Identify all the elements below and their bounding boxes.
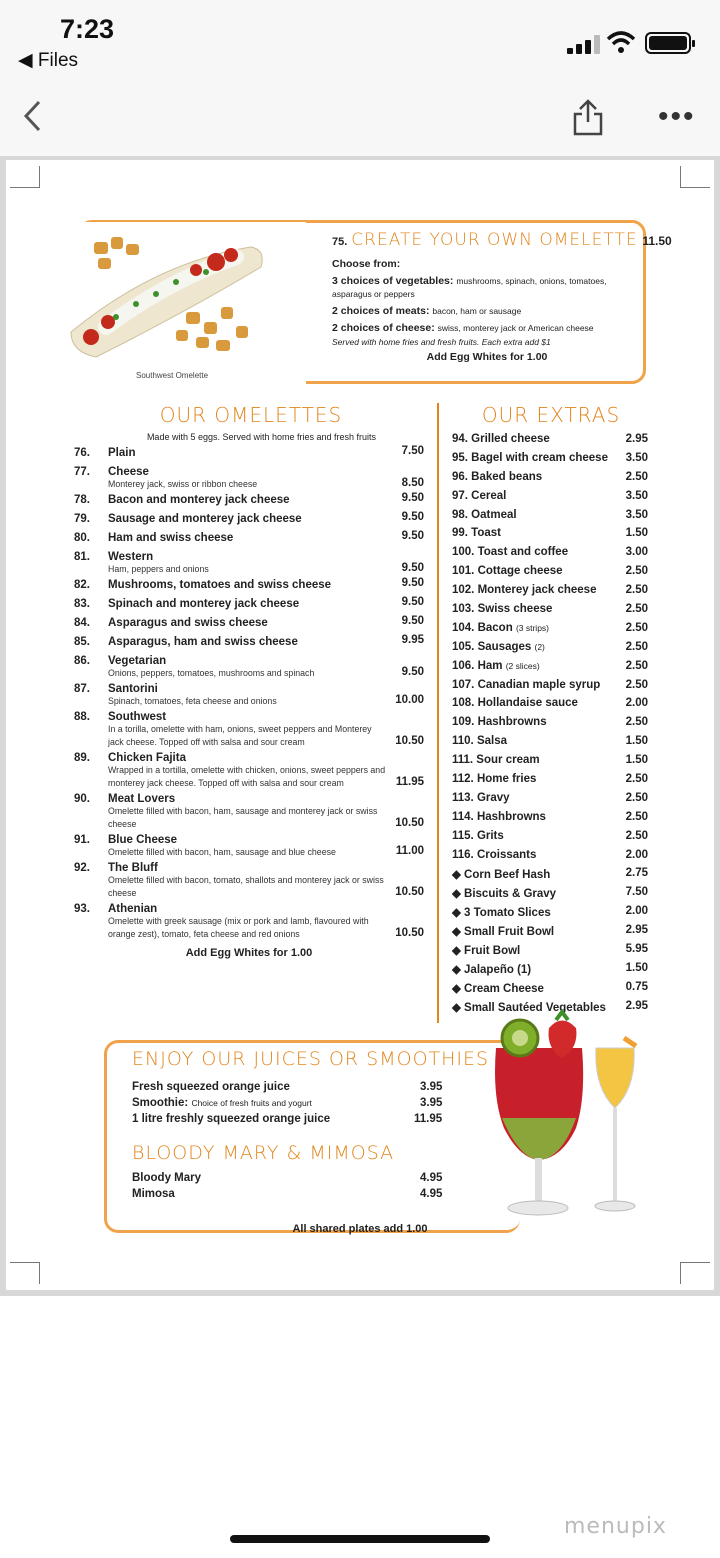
extra-label [452,697,578,716]
item-price: 10.00 [395,694,424,706]
item-body [108,447,424,459]
omelette-item [74,655,424,680]
extra-label [452,490,506,509]
extra-label [452,811,546,830]
back-to-files-link[interactable] [18,49,78,72]
extra-price: 2.50 [625,810,648,823]
extra-label [452,962,531,981]
extra-price: 5.95 [625,943,648,956]
extra-price: 2.50 [625,659,648,672]
extra-name: 110. Salsa [452,735,507,748]
item-name: Asparagus, ham and swiss cheese [108,636,298,648]
home-indicator[interactable] [230,1535,490,1543]
battery-icon [645,32,691,54]
extra-name: ◆ Biscuits & Gravy [452,888,557,901]
item-name: Sausage and monterey jack cheese [108,513,302,525]
omelette-item [74,579,424,591]
status-time: 7:23 [60,14,115,44]
extra-label [452,641,545,660]
crop-mark [10,1262,40,1284]
extra-name: 113. Gravy [452,791,510,804]
item-name: Athenian [108,903,158,915]
item-body [108,903,424,941]
omelette-item [74,617,424,629]
extra-item [452,981,648,1000]
extra-name: 99. Toast [452,527,501,540]
drinks-photo [484,1008,654,1226]
omelette-item [74,636,424,648]
extra-label [452,433,550,452]
crop-mark [680,166,710,188]
egg-whites-note: Add Egg Whites for 1.00 [426,351,548,363]
extra-name: ◆ Corn Beef Hash [452,869,551,882]
extra-name: 102. Monterey jack cheese [452,584,597,597]
extra-name: 109. Hashbrowns [452,716,547,729]
item-body [108,617,424,629]
juices-title: ENJOY OUR JUICES OR SMOOTHIES [132,1048,490,1070]
item-desc: Omelette filled with bacon, ham, sausage and blue cheese [108,847,336,857]
item-number: 84. [74,617,90,629]
extra-name: 94. Grilled cheese [452,433,550,445]
item-price: 9.50 [401,666,424,678]
extra-name: 115. Grits [452,829,504,842]
extra-name: 97. Cereal [452,489,507,502]
extra-items [452,433,648,1019]
item-number: 79. [74,513,90,525]
veg-choice [332,275,642,301]
extra-price: 3.00 [625,546,648,559]
item-number: 86. [74,655,90,667]
item-name: Mushrooms, tomatoes and swiss cheese [108,579,332,591]
extra-item [452,509,648,528]
choose-from: Choose from: [332,258,401,270]
bloody-mary-label: Bloody Mary [132,1172,202,1184]
item-desc: Spinach, tomatoes, feta cheese and onions [108,696,277,706]
extra-price: 3.50 [625,508,648,521]
item-number: 76. [74,447,90,459]
extra-name: 108. Hollandaise sauce [452,697,578,710]
item-body [108,711,424,749]
item-body [108,513,424,525]
extra-price: 1.50 [625,527,648,540]
extra-price: 2.00 [625,848,648,861]
extra-price: 2.50 [625,716,648,729]
extra-name: 116. Croissants [452,848,537,861]
item-desc: Wrapped in a tortilla, omelette with chicken, onions, sweet peppers and monterey jack cheese. Topped off with salsa and sour cream [108,765,386,788]
extra-item [452,849,648,868]
item-price: 9.50 [401,596,424,608]
item-price: 9.50 [401,511,424,523]
item-number: 82. [74,579,90,591]
omelette-item [74,513,424,525]
item-number: 90. [74,793,90,805]
item-name: Ham and swiss cheese [108,532,234,544]
extra-name: 104. Bacon [452,621,513,634]
oj-label: Fresh squeezed orange juice [132,1081,290,1093]
item-name: Western [108,551,154,563]
extra-label [452,584,596,603]
bloody-mimosa-title: BLOODY MARY & MIMOSA [132,1142,395,1164]
extra-item [452,660,648,679]
menupix-watermark: menupix [564,1514,667,1539]
extra-name: 96. Baked beans [452,470,543,483]
shared-plates-note: All shared plates add 1.00 [292,1223,428,1235]
extra-item [452,735,648,754]
omelette-item [74,598,424,610]
extra-label [452,471,542,490]
extra-label [452,981,544,1000]
extra-label [452,943,520,962]
extra-label [452,509,517,528]
omelette-item [74,466,424,491]
extra-price: 1.50 [625,961,648,974]
item-name: Vegetarian [108,655,167,667]
omelette-item [74,683,424,708]
extra-item [452,962,648,981]
extra-price: 2.75 [625,867,648,880]
omelette-photo [36,222,306,387]
item-name: Southwest [108,711,167,723]
create-title: CREATE YOUR OWN OMELETTE [351,230,638,250]
add-egg-whites: Add Egg Whites for 1.00 [185,947,313,959]
extra-name: 112. Home fries [452,773,537,786]
item-name: Chicken Fajita [108,752,186,764]
item-number: 78. [74,494,90,506]
item-number: 89. [74,752,90,764]
item-price: 9.50 [401,530,424,542]
item-desc: Onions, peppers, tomatoes, mushrooms and spinach [108,668,315,678]
extra-label [452,886,556,905]
item-name: Bacon and monterey jack cheese [108,494,290,506]
extra-price: 1.50 [625,754,648,767]
extra-price: 2.50 [625,791,648,804]
document-viewer[interactable] [0,156,720,1296]
extra-item [452,811,648,830]
item-body [108,752,424,790]
item-price: 10.50 [395,735,424,747]
extra-name: ◆ Cream Cheese [452,982,544,995]
item-number: 83. [74,598,90,610]
item-price: 11.95 [395,776,424,788]
extra-price: 1.50 [625,735,648,748]
bloody-mary-price: 4.95 [420,1172,443,1184]
extra-label [452,622,549,641]
oj-price: 3.95 [420,1081,443,1093]
extra-name: 100. Toast and coffee [452,546,569,559]
smoothie-line [132,1097,312,1109]
share-icon[interactable] [570,98,606,138]
extra-note: (3 strips) [515,622,549,633]
extra-label [452,849,536,868]
extra-price: 2.95 [625,924,648,937]
extra-price: 2.95 [625,999,648,1012]
item-desc: In a torilla, omelette with ham, onions, sweet peppers and Monterey jack cheese. Topped off with salsa and sour cream [108,724,372,747]
item-name: Meat Lovers [108,793,176,805]
extra-name: 106. Ham [452,659,503,672]
extra-item [452,773,648,792]
extra-note: (2) [534,641,545,652]
item-name: Plain [108,447,136,459]
back-triangle-icon: ◀ [18,50,38,71]
omelette-item [74,862,424,900]
item-price: 9.50 [401,562,424,574]
omelettes-title: OUR OMELETTES [159,403,343,427]
extra-item [452,603,648,622]
extra-label [452,565,563,584]
extra-label [452,792,510,811]
extra-name: ◆ Small Sautéed Vegetables [452,1001,606,1014]
extra-item [452,490,648,509]
extra-label [452,679,600,698]
extra-note: (2 slices) [505,660,540,671]
item-body [108,551,424,576]
extra-label [452,754,540,773]
smoothie-desc: Choice of fresh fruits and yogurt [191,1098,312,1108]
back-app-label: Files [37,50,79,71]
meat-choice [332,305,642,318]
extra-label [452,546,568,565]
create-title-row [332,230,672,250]
item-price: 8.50 [401,477,424,489]
extra-item [452,943,648,962]
extra-item [452,754,648,773]
item-body [108,793,424,831]
meat-label: 2 choices of meats: [332,305,430,317]
item-desc: Omelette filled with bacon, ham, sausage and monterey jack or swiss cheese [108,806,378,829]
extras-title: OUR EXTRAS [481,403,621,427]
extra-label [452,735,507,754]
item-price: 10.50 [395,927,424,939]
item-number: 81. [74,551,90,563]
extra-item [452,716,648,735]
chevron-left-icon[interactable] [22,98,42,143]
extra-name: ◆ Small Fruit Bowl [452,926,555,939]
omelette-item [74,532,424,544]
extra-item [452,924,648,943]
extra-name: 95. Bagel with cream cheese [452,451,608,464]
toolbar [0,80,720,156]
item-name: Cheese [108,466,149,478]
item-name: Spinach and monterey jack cheese [108,598,300,610]
omelette-item [74,793,424,831]
column-divider [437,403,439,1023]
extra-name: 103. Swiss cheese [452,603,553,616]
extra-name: ◆ Jalapeño (1) [452,963,532,976]
item-body [108,636,424,648]
item-number: 85. [74,636,90,648]
extra-price: 2.50 [625,584,648,597]
extra-name: 101. Cottage cheese [452,565,563,578]
item-number: 91. [74,834,90,846]
crop-mark [680,1262,710,1284]
cheese-label: 2 choices of cheese: [332,322,435,334]
extra-price: 2.50 [625,603,648,616]
item-name: Asparagus and swiss cheese [108,617,268,629]
extra-price: 2.00 [625,697,648,710]
litre-label: 1 litre freshly squeezed orange juice [132,1113,331,1125]
item-desc: Ham, peppers and onions [108,564,209,574]
extra-name: 98. Oatmeal [452,508,517,521]
omelette-item [74,834,424,859]
extra-label [452,603,552,622]
made-with-note: Made with 5 eggs. Served with home fries and fresh fruits [146,432,377,442]
mimosa-price: 4.95 [420,1188,443,1200]
item-price: 9.50 [401,615,424,627]
signal-icon [567,34,601,54]
item-price: 9.50 [401,492,424,504]
extra-item [452,905,648,924]
item-number: 77. [74,466,90,478]
extra-name: 114. Hashbrowns [452,810,546,823]
extra-price: 2.50 [625,773,648,786]
extra-label [452,905,551,924]
extra-item [452,641,648,660]
item-number: 92. [74,862,90,874]
item-body [108,579,424,591]
more-options-icon[interactable]: ••• [658,100,696,133]
create-number: 75. [332,236,348,248]
item-price: 7.50 [401,445,424,457]
omelettes-list [74,432,424,959]
smoothie-price: 3.95 [420,1097,443,1109]
extra-item [452,886,648,905]
item-body [108,466,424,491]
omelette-item [74,494,424,506]
extra-label [452,452,608,471]
omelette-item [74,447,424,459]
item-body [108,532,424,544]
extra-price: 2.50 [625,565,648,578]
item-price: 11.00 [395,845,424,857]
extra-item [452,433,648,452]
extra-item [452,471,648,490]
extras-list [452,433,648,1019]
item-body [108,834,424,859]
extra-item [452,527,648,546]
extra-label [452,773,536,792]
item-price: 10.50 [395,886,424,898]
omelette-items [74,447,424,941]
item-price: 9.95 [401,634,424,646]
mimosa-label: Mimosa [132,1188,175,1200]
extra-item [452,679,648,698]
extra-label [452,830,504,849]
extra-price: 2.50 [625,621,648,634]
extra-price: 2.50 [625,829,648,842]
extra-price: 2.50 [625,640,648,653]
item-number: 80. [74,532,90,544]
crop-mark [10,166,40,188]
item-number: 87. [74,683,90,695]
extra-price: 7.50 [625,886,648,899]
create-omelette [332,230,672,363]
extra-name: ◆ 3 Tomato Slices [452,907,551,920]
cheese-choice [332,322,642,335]
item-name: The Bluff [108,862,158,874]
photo-caption: Southwest Omelette [136,371,209,380]
omelette-item [74,551,424,576]
menu-page [6,160,714,1290]
litre-price: 11.95 [414,1113,443,1125]
status-bar [0,0,720,80]
extra-item [452,792,648,811]
extra-name: 111. Sour cream [452,754,540,767]
extra-price: 3.50 [625,451,648,464]
create-price: 11.50 [642,234,672,248]
cheese-desc: swiss, monterey jack or American cheese [437,323,594,333]
item-price: 10.50 [395,817,424,829]
item-body [108,862,424,900]
extra-label [452,527,501,546]
extra-item [452,830,648,849]
extra-name: 105. Sausages [452,640,532,653]
extra-item [452,867,648,886]
veg-label: 3 choices of vegetables: [332,275,454,287]
extra-label [452,716,547,735]
wifi-icon [606,30,636,54]
omelette-item [74,903,424,941]
item-number: 88. [74,711,90,723]
item-body [108,494,424,506]
extra-price: 3.50 [625,489,648,502]
extra-label [452,660,540,679]
extra-price: 0.75 [625,980,648,993]
item-desc: Omelette with greek sausage (mix or pork and lamb, flavoured with orange zest), tomato, feta cheese and red onions [108,916,369,939]
extra-name: 107. Canadian maple syrup [452,678,601,691]
extra-price: 2.00 [625,905,648,918]
item-name: Santorini [108,683,158,695]
item-body [108,655,424,680]
item-body [108,598,424,610]
item-desc: Omelette filled with bacon, tomato, shallots and monterey jack or swiss cheese [108,875,384,898]
extra-label [452,924,554,943]
extra-price: 2.95 [625,433,648,445]
omelette-item [74,711,424,749]
item-price: 9.50 [401,577,424,589]
omelette-item [74,752,424,790]
item-number: 93. [74,903,90,915]
item-name: Blue Cheese [108,834,178,846]
extra-item [452,452,648,471]
extra-item [452,584,648,603]
meat-desc: bacon, ham or sausage [432,306,522,316]
extra-item [452,565,648,584]
extra-label [452,867,550,886]
extra-item [452,622,648,641]
extra-item [452,546,648,565]
smoothie-label: Smoothie: [132,1097,189,1109]
served-note: Served with home fries and fresh fruits. Each extra add $1 [332,337,551,347]
item-desc: Monterey jack, swiss or ribbon cheese [108,479,258,489]
item-body [108,683,424,708]
extra-price: 2.50 [625,470,648,483]
extra-item [452,697,648,716]
extra-price: 2.50 [625,678,648,691]
extra-name: ◆ Fruit Bowl [452,945,521,958]
veg-desc: mushrooms, spinach, onions, tomatoes, asparagus or peppers [332,276,607,299]
